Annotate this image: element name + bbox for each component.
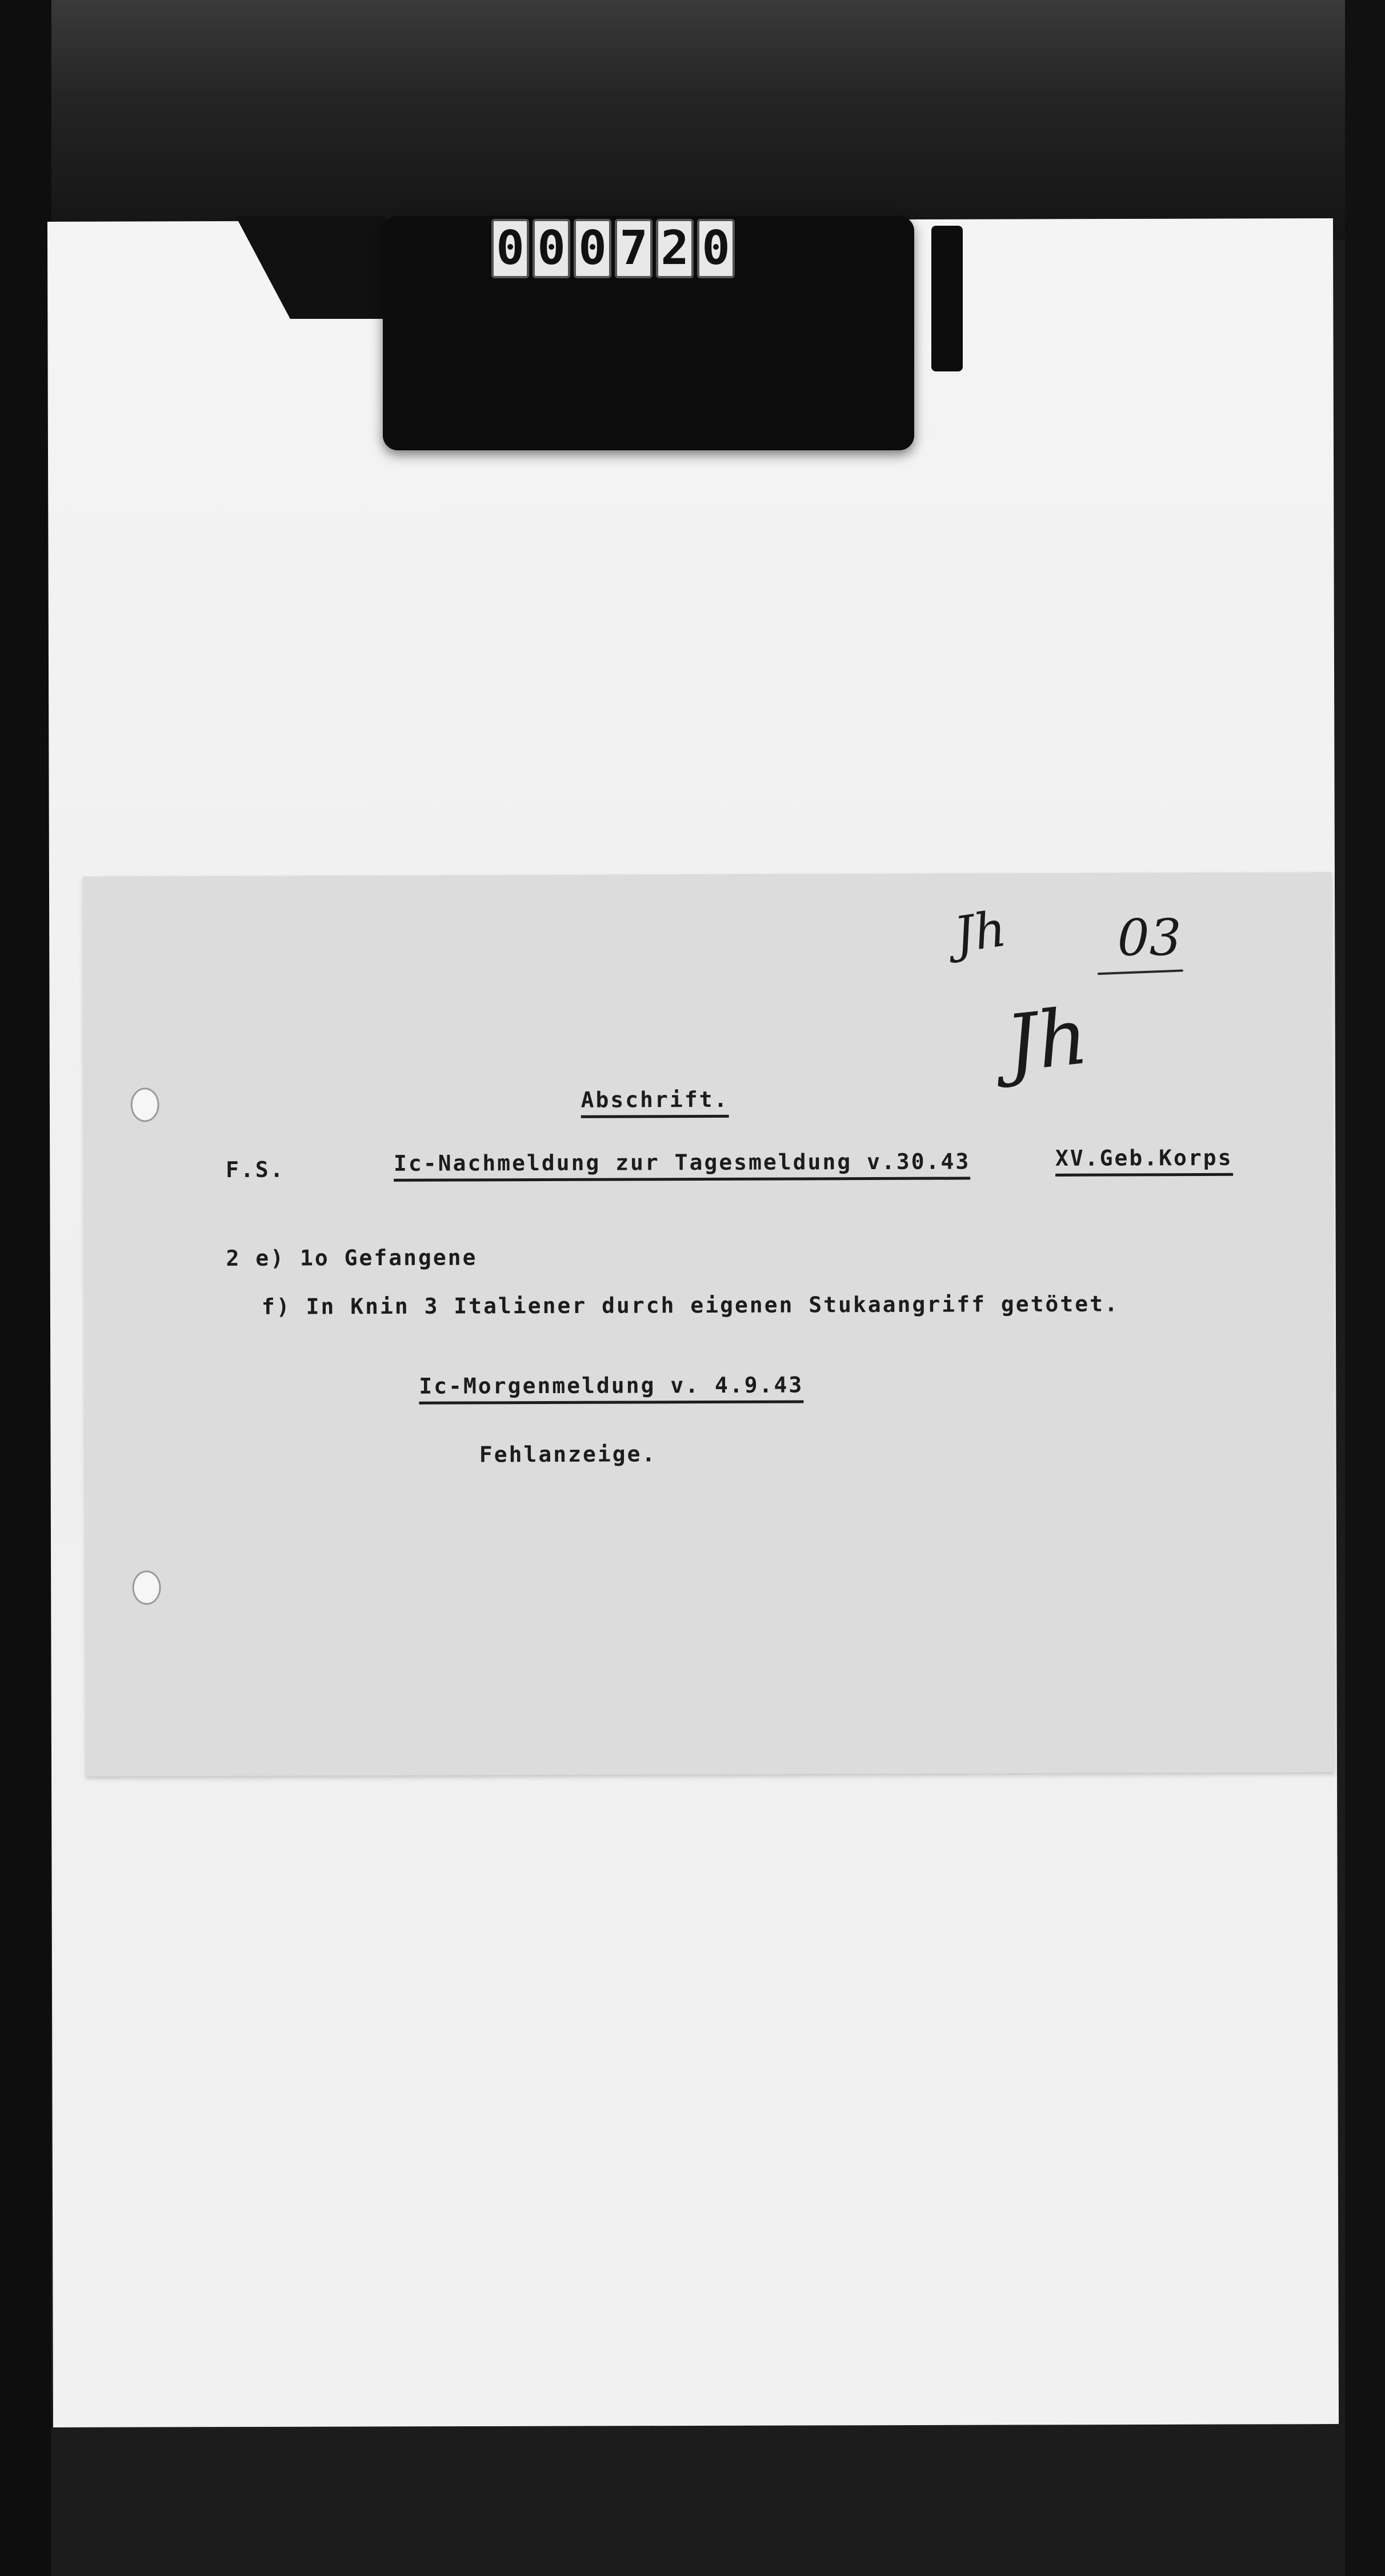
frame-counter-digit: 0 <box>574 219 611 278</box>
frame-counter-digit: 0 <box>697 219 735 278</box>
sender-code: F.S. <box>225 1157 285 1182</box>
frame-counter-digit: 0 <box>491 219 529 278</box>
frame-counter-knob <box>931 226 963 371</box>
unit-name: XV.Geb.Korps <box>1055 1147 1233 1177</box>
item-casualties: f) In Knin 3 Italiener durch eigenen Stukaangriff getötet. <box>261 1291 1119 1319</box>
handwritten-initials-small: Jh <box>950 900 1010 965</box>
punch-hole <box>131 1087 159 1122</box>
document-title: Abschrift. <box>581 1089 729 1118</box>
microfilm-border-top <box>0 0 1385 240</box>
nil-report: Fehlanzeige. <box>479 1441 657 1467</box>
frame-counter-digit: 7 <box>615 219 653 278</box>
morning-report-heading: Ic-Morgenmeldung v. 4.9.43 <box>419 1374 803 1404</box>
microfilm-border-right <box>1345 0 1385 2576</box>
frame-counter-display <box>491 217 735 280</box>
handwritten-initials-large: Jh <box>1002 991 1092 1090</box>
frame-counter-digit: 2 <box>656 219 694 278</box>
microfilm-border-left <box>0 0 51 2576</box>
report-subject: Ic-Nachmeldung zur Tagesmeldung v.30.43 <box>394 1150 970 1182</box>
frame-counter-digit: 0 <box>533 219 570 278</box>
handwritten-number: 03 <box>1117 908 1182 967</box>
handwritten-number-underline <box>1098 969 1183 975</box>
typed-message-slip <box>83 872 1334 1777</box>
punch-hole <box>132 1570 161 1605</box>
item-prisoners: 2 e) 1o Gefangene <box>226 1245 478 1271</box>
